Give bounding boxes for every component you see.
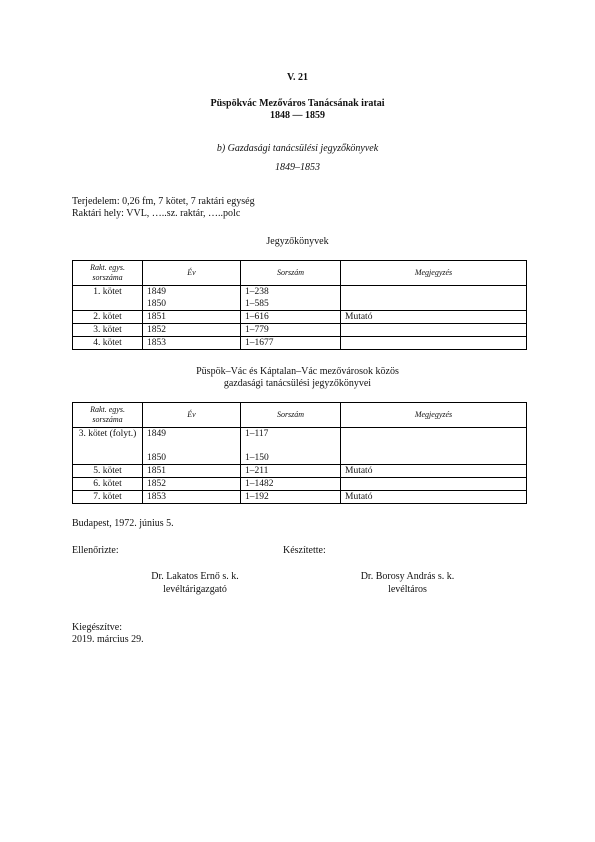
number-cell — [241, 428, 341, 465]
table-row — [73, 311, 527, 324]
table2-heading-line1: Püspök–Vác és Káptalan–Vác mezővárosok közös — [196, 366, 399, 377]
register-table-1 — [72, 260, 527, 350]
register-table-2 — [72, 402, 527, 504]
fonds-title: Püspökvác Mezőváros Tanácsának iratai — [210, 98, 385, 109]
column-header: Év — [143, 403, 241, 428]
preparer-name: Dr. Borosy András s. k. — [360, 571, 455, 582]
year-value: 1851 — [147, 312, 166, 322]
note-cell: Mutató — [341, 465, 527, 478]
column-header: Év — [143, 261, 241, 286]
column-header: Megjegyzés — [341, 403, 527, 428]
year-cell — [143, 491, 241, 504]
supplemented-label: Kiegészítve: — [72, 622, 122, 633]
column-header: Rakt. egys. sorszáma — [73, 261, 143, 286]
table-row — [73, 478, 527, 491]
preparer-signature — [350, 570, 465, 596]
number-range: 1–1482 — [245, 479, 274, 489]
column-header: Rakt. egys. sorszáma — [73, 403, 143, 428]
year-value — [147, 440, 236, 452]
place-date: Budapest, 1972. június 5. — [72, 518, 174, 529]
unit-cell: 6. kötet — [73, 478, 143, 491]
archive-code: V. 21 — [287, 72, 308, 83]
series-years: 1849–1853 — [275, 162, 320, 173]
number-range — [245, 440, 336, 452]
year-cell — [143, 311, 241, 324]
year-value: 1851 — [147, 466, 166, 476]
supplemented-date: 2019. március 29. — [72, 634, 144, 645]
number-cell — [241, 311, 341, 324]
table-header-row — [73, 403, 527, 428]
note-cell — [341, 337, 527, 350]
checker-name: Dr. Lakatos Ernő s. k. — [151, 571, 239, 582]
number-range: 1–150 — [245, 453, 269, 463]
checked-label: Ellenőrizte: — [72, 545, 119, 556]
year-value: 1852 — [147, 325, 166, 335]
number-range: 1–117 — [245, 429, 269, 439]
table-row — [73, 491, 527, 504]
table1-heading: Jegyzőkönyvek — [266, 236, 329, 247]
year-value: 1850 — [147, 453, 166, 463]
unit-cell: 3. kötet — [73, 324, 143, 337]
number-range: 1–238 — [245, 287, 269, 297]
number-cell — [241, 337, 341, 350]
year-value: 1849 — [147, 429, 166, 439]
number-cell — [241, 286, 341, 311]
unit-cell: 4. kötet — [73, 337, 143, 350]
year-cell — [143, 324, 241, 337]
location-line: Raktári hely: VVL, …..sz. raktár, …..polc — [72, 208, 241, 219]
table-row — [73, 428, 527, 465]
year-cell — [143, 428, 241, 465]
number-cell — [241, 491, 341, 504]
preparer-title: levéltáros — [388, 584, 427, 595]
year-cell — [143, 286, 241, 311]
note-cell — [341, 286, 527, 311]
note-cell — [341, 478, 527, 491]
note-cell — [341, 324, 527, 337]
unit-cell: 2. kötet — [73, 311, 143, 324]
table-row — [73, 465, 527, 478]
table-row — [73, 337, 527, 350]
column-header: Sorszám — [241, 403, 341, 428]
fonds-years: 1848 — 1859 — [270, 110, 325, 121]
column-header: Sorszám — [241, 261, 341, 286]
table-row — [73, 324, 527, 337]
year-cell — [143, 465, 241, 478]
number-cell — [241, 465, 341, 478]
number-cell — [241, 324, 341, 337]
extent-line: Terjedelem: 0,26 fm, 7 kötet, 7 raktári egység — [72, 196, 255, 207]
year-value: 1852 — [147, 479, 166, 489]
checker-title: levéltárigazgató — [163, 584, 227, 595]
note-cell — [341, 428, 527, 465]
number-range: 1–779 — [245, 325, 269, 335]
column-header: Megjegyzés — [341, 261, 527, 286]
year-value: 1853 — [147, 492, 166, 502]
table2-heading-line2: gazdasági tanácsülési jegyzőkönyvei — [223, 378, 372, 389]
number-range: 1–192 — [245, 492, 269, 502]
number-range: 1–1677 — [245, 338, 274, 348]
table-header-row — [73, 261, 527, 286]
year-value: 1850 — [147, 299, 166, 309]
number-range: 1–211 — [245, 466, 269, 476]
year-cell — [143, 337, 241, 350]
unit-cell: 5. kötet — [73, 465, 143, 478]
checker-signature — [140, 570, 250, 596]
unit-cell: 7. kötet — [73, 491, 143, 504]
unit-cell: 3. kötet (folyt.) — [73, 428, 143, 465]
number-cell — [241, 478, 341, 491]
series-title: b) Gazdasági tanácsülési jegyzőkönyvek — [216, 143, 379, 154]
number-range: 1–585 — [245, 299, 269, 309]
note-cell: Mutató — [341, 491, 527, 504]
number-range: 1–616 — [245, 312, 269, 322]
year-value: 1853 — [147, 338, 166, 348]
prepared-label: Készítette: — [283, 545, 326, 556]
year-cell — [143, 478, 241, 491]
note-cell: Mutató — [341, 311, 527, 324]
year-value: 1849 — [147, 287, 166, 297]
unit-cell: 1. kötet — [73, 286, 143, 311]
table-row — [73, 286, 527, 311]
